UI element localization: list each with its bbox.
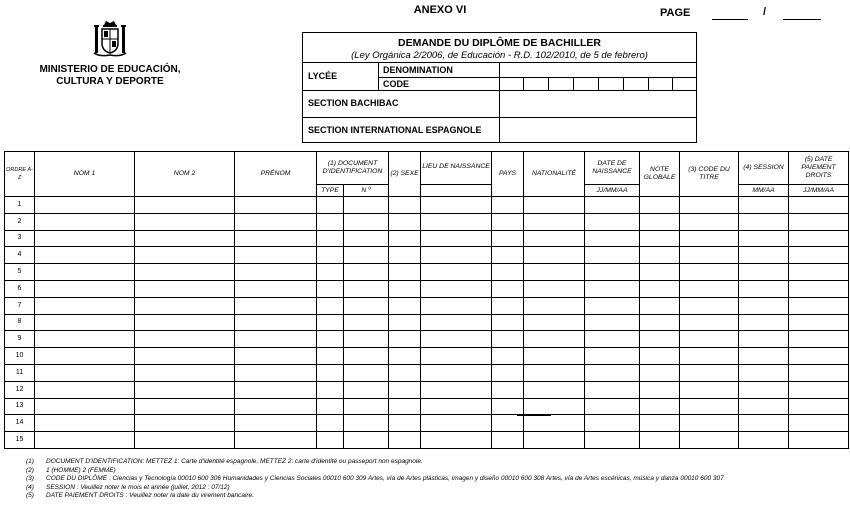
cell-sexe[interactable] (389, 230, 421, 247)
cell-code-titre[interactable] (680, 280, 739, 297)
cell-pays[interactable] (492, 398, 524, 415)
cell-lieu-naissance[interactable] (421, 432, 492, 449)
row-number: 8 (5, 314, 35, 331)
cell-doc-type[interactable] (317, 280, 344, 297)
cell-doc-type[interactable] (317, 364, 344, 381)
header-doc-type: TYPE (317, 185, 344, 197)
cell-session[interactable] (739, 280, 789, 297)
cell-doc-type[interactable] (317, 398, 344, 415)
cell-note-globale[interactable] (640, 381, 680, 398)
cell-nom1[interactable] (35, 381, 135, 398)
cell-nom1[interactable] (35, 264, 135, 281)
header-nom1: NOM 1 (35, 152, 135, 197)
cell-doc-numero[interactable] (344, 415, 389, 432)
ministry-line-1: MINISTERIO DE EDUCACIÓN, (39, 64, 181, 75)
cell-sexe[interactable] (389, 297, 421, 314)
cell-date-paiement[interactable] (789, 348, 849, 365)
header-sexe: (2) SEXE (389, 152, 421, 197)
row-number: 12 (5, 381, 35, 398)
table-row (5, 381, 849, 398)
cell-nom2[interactable] (135, 348, 235, 365)
cell-prenom[interactable] (235, 432, 317, 449)
cell-pays[interactable] (492, 264, 524, 281)
cell-note-globale[interactable] (640, 264, 680, 281)
cell-nationalite[interactable] (524, 398, 585, 415)
cell-prenom[interactable] (235, 314, 317, 331)
cell-note-globale[interactable] (640, 213, 680, 230)
cell-doc-numero[interactable] (344, 381, 389, 398)
header-nationalite: NATIONALITÉ (524, 152, 585, 197)
cell-session[interactable] (739, 331, 789, 348)
row-number: 7 (5, 297, 35, 314)
table-row (5, 264, 849, 281)
cell-doc-type[interactable] (317, 381, 344, 398)
footnote-number: (5) (26, 492, 34, 499)
cell-code-titre[interactable] (680, 264, 739, 281)
row-number: 4 (5, 247, 35, 264)
cell-date-paiement[interactable] (789, 297, 849, 314)
cell-note-globale[interactable] (640, 197, 680, 214)
cell-nom1[interactable] (35, 230, 135, 247)
cell-session[interactable] (739, 415, 789, 432)
header-lieu-sub (421, 185, 492, 197)
cell-note-globale[interactable] (640, 314, 680, 331)
students-table (4, 151, 849, 449)
row-number: 2 (5, 213, 35, 230)
cell-prenom[interactable] (235, 398, 317, 415)
footnote (26, 484, 826, 493)
cell-sexe[interactable] (389, 247, 421, 264)
footnote-text: CODE DU DIPLÔME : Ciencias y Tecnología 00010 600 306 Humanidades y Ciencias Sociales 00010 600 309 Artes, vía de Artes plásticas, imagen y diseño 00010 600 308 Artes, vía de Artes escénicas, música y danza 00010 600 307 (46, 475, 724, 482)
cell-nom1[interactable] (35, 213, 135, 230)
cell-nationalite[interactable] (524, 381, 585, 398)
cell-doc-numero[interactable] (344, 247, 389, 264)
cell-prenom[interactable] (235, 364, 317, 381)
footnote (26, 492, 826, 501)
cell-nom2[interactable] (135, 331, 235, 348)
denomination-label: DENOMINATION (383, 65, 453, 75)
row-number: 9 (5, 331, 35, 348)
cell-pays[interactable] (492, 197, 524, 214)
row-number: 10 (5, 348, 35, 365)
cell-code-titre[interactable] (680, 432, 739, 449)
cell-prenom[interactable] (235, 415, 317, 432)
footnote-text: DOCUMENT D'IDENTIFICATION: METTEZ 1: Carte d'identité espagnole. METTEZ 2: carte d'identité ou passeport non espagnole. (46, 458, 423, 465)
cell-code-titre[interactable] (680, 415, 739, 432)
row-number: 11 (5, 364, 35, 381)
cell-pays[interactable] (492, 247, 524, 264)
cell-date-naissance[interactable] (585, 280, 640, 297)
cell-doc-type[interactable] (317, 331, 344, 348)
code-label: CODE (383, 79, 410, 89)
cell-session[interactable] (739, 297, 789, 314)
footnote (26, 467, 826, 476)
cell-prenom[interactable] (235, 280, 317, 297)
row-number: 13 (5, 398, 35, 415)
cell-code-titre[interactable] (680, 197, 739, 214)
cell-date-paiement[interactable] (789, 398, 849, 415)
cell-doc-type[interactable] (317, 197, 344, 214)
cell-nom2[interactable] (135, 197, 235, 214)
cell-note-globale[interactable] (640, 432, 680, 449)
cell-nom1[interactable] (35, 197, 135, 214)
cell-date-naissance[interactable] (585, 432, 640, 449)
cell-date-naissance[interactable] (585, 348, 640, 365)
cell-date-naissance[interactable] (585, 398, 640, 415)
header-date-naissance-format: JJ/MM/AA (585, 185, 640, 197)
cell-date-naissance[interactable] (585, 381, 640, 398)
table-row (5, 213, 849, 230)
cell-note-globale[interactable] (640, 297, 680, 314)
cell-session[interactable] (739, 213, 789, 230)
cell-sexe[interactable] (389, 381, 421, 398)
cell-code-titre[interactable] (680, 247, 739, 264)
cell-nom1[interactable] (35, 331, 135, 348)
cell-nom2[interactable] (135, 398, 235, 415)
cell-doc-type[interactable] (317, 314, 344, 331)
header-session-format: MM/AA (739, 185, 789, 197)
cell-doc-numero[interactable] (344, 331, 389, 348)
cell-code-titre[interactable] (680, 381, 739, 398)
cell-date-paiement[interactable] (789, 213, 849, 230)
cell-date-paiement[interactable] (789, 331, 849, 348)
cell-lieu-naissance[interactable] (421, 364, 492, 381)
row-number: 5 (5, 264, 35, 281)
cell-nationalite[interactable] (524, 213, 585, 230)
cell-nom2[interactable] (135, 297, 235, 314)
cell-sexe[interactable] (389, 197, 421, 214)
ministry-line-2: CULTURA Y DEPORTE (56, 76, 164, 87)
cell-note-globale[interactable] (640, 415, 680, 432)
annex-title: ANEXO VI (413, 4, 467, 16)
footnote (26, 458, 826, 467)
cell-prenom[interactable] (235, 213, 317, 230)
cell-note-globale[interactable] (640, 331, 680, 348)
header-code-titre: (3) CODE DU TITRE (680, 152, 739, 197)
cell-sexe[interactable] (389, 415, 421, 432)
cell-date-paiement[interactable] (789, 230, 849, 247)
cell-doc-numero[interactable] (344, 432, 389, 449)
table-row (5, 230, 849, 247)
request-title: DEMANDE DU DIPLÔME DE BACHILLER (397, 37, 601, 49)
cell-prenom[interactable] (235, 230, 317, 247)
cell-doc-numero[interactable] (344, 314, 389, 331)
cell-date-paiement[interactable] (789, 247, 849, 264)
cell-date-paiement[interactable] (789, 364, 849, 381)
page-separator: / (763, 6, 767, 18)
cell-lieu-naissance[interactable] (421, 280, 492, 297)
cell-pays[interactable] (492, 297, 524, 314)
table-row (5, 280, 849, 297)
cell-prenom[interactable] (235, 247, 317, 264)
row-number: 1 (5, 197, 35, 214)
cell-date-paiement[interactable] (789, 432, 849, 449)
table-row (5, 415, 849, 432)
section-international-label: SECTION INTERNATIONAL ESPAGNOLE (308, 125, 482, 135)
cell-doc-type[interactable] (317, 213, 344, 230)
cell-nom2[interactable] (135, 381, 235, 398)
table-row (5, 364, 849, 381)
cell-note-globale[interactable] (640, 348, 680, 365)
lycee-label: LYCÉE (308, 71, 338, 81)
cell-pays[interactable] (492, 314, 524, 331)
cell-nationalite[interactable] (524, 348, 585, 365)
header-prenom: PRÉNOM (235, 152, 317, 197)
cell-prenom[interactable] (235, 331, 317, 348)
cell-nationalite[interactable] (524, 297, 585, 314)
cell-session[interactable] (739, 348, 789, 365)
page-total-field[interactable] (783, 19, 821, 20)
cell-nationalite[interactable] (524, 197, 585, 214)
cell-lieu-naissance[interactable] (421, 264, 492, 281)
cell-sexe[interactable] (389, 314, 421, 331)
cell-lieu-naissance[interactable] (421, 297, 492, 314)
cell-session[interactable] (739, 381, 789, 398)
cell-pays[interactable] (492, 364, 524, 381)
cell-session[interactable] (739, 398, 789, 415)
footnotes (26, 458, 826, 501)
row-number: 3 (5, 230, 35, 247)
cell-session[interactable] (739, 230, 789, 247)
cell-nom2[interactable] (135, 264, 235, 281)
cell-session[interactable] (739, 197, 789, 214)
cell-session[interactable] (739, 264, 789, 281)
cell-lieu-naissance[interactable] (421, 247, 492, 264)
cell-pays[interactable] (492, 331, 524, 348)
section-bachibac-field[interactable] (500, 91, 696, 117)
request-box (302, 32, 697, 143)
cell-code-titre[interactable] (680, 398, 739, 415)
row-number: 15 (5, 432, 35, 449)
header-document: (1) DOCUMENT D'IDENTIFICATION (317, 152, 389, 185)
header-ordre: ORDRE A-Z (5, 152, 35, 197)
cell-nationalite[interactable] (524, 264, 585, 281)
cell-lieu-naissance[interactable] (421, 415, 492, 432)
cell-lieu-naissance[interactable] (421, 348, 492, 365)
cell-date-naissance[interactable] (585, 230, 640, 247)
cell-code-titre[interactable] (680, 213, 739, 230)
cell-nom2[interactable] (135, 213, 235, 230)
table-row (5, 331, 849, 348)
footnote-text: DATE PAIEMENT DROITS : Veuillez noter la date du virement bancaire. (46, 492, 254, 499)
cell-sexe[interactable] (389, 348, 421, 365)
cell-date-paiement[interactable] (789, 314, 849, 331)
cell-note-globale[interactable] (640, 398, 680, 415)
cell-nationalite[interactable] (524, 415, 585, 432)
row-number: 6 (5, 280, 35, 297)
cell-doc-type[interactable] (317, 264, 344, 281)
page-label: PAGE (660, 7, 691, 19)
cell-lieu-naissance[interactable] (421, 381, 492, 398)
cell-prenom[interactable] (235, 297, 317, 314)
footnote (26, 475, 826, 484)
table-row (5, 398, 849, 415)
cell-nom1[interactable] (35, 314, 135, 331)
cell-lieu-naissance[interactable] (421, 230, 492, 247)
footnote-number: (1) (26, 458, 34, 465)
cell-nom2[interactable] (135, 314, 235, 331)
header-note-globale: NOTE GLOBALE (640, 152, 680, 197)
cell-code-titre[interactable] (680, 348, 739, 365)
cell-doc-numero[interactable] (344, 297, 389, 314)
cell-lieu-naissance[interactable] (421, 314, 492, 331)
cell-lieu-naissance[interactable] (421, 213, 492, 230)
cell-pays[interactable] (492, 230, 524, 247)
cell-date-paiement[interactable] (789, 264, 849, 281)
cell-nationalite[interactable] (524, 314, 585, 331)
cell-nom2[interactable] (135, 280, 235, 297)
cell-doc-numero[interactable] (344, 280, 389, 297)
page-number-field[interactable] (712, 19, 748, 20)
cell-pays[interactable] (492, 381, 524, 398)
table-row (5, 247, 849, 264)
cell-session[interactable] (739, 432, 789, 449)
cell-lieu-naissance[interactable] (421, 398, 492, 415)
cell-prenom[interactable] (235, 381, 317, 398)
footnote-text: SESSION : Veuillez noter le mois et année (juillet, 2012 : 07/12) (46, 483, 230, 491)
cell-date-naissance[interactable] (585, 213, 640, 230)
cell-date-naissance[interactable] (585, 331, 640, 348)
coat-of-arms-icon (92, 19, 128, 59)
cell-date-naissance[interactable] (585, 247, 640, 264)
cell-nom1[interactable] (35, 280, 135, 297)
denomination-field[interactable] (500, 63, 696, 77)
footnote-number: (2) (26, 466, 34, 474)
header-session: (4) SESSION (739, 152, 789, 185)
row-number: 14 (5, 415, 35, 432)
cell-code-titre[interactable] (680, 297, 739, 314)
cell-date-paiement[interactable] (789, 280, 849, 297)
cell-lieu-naissance[interactable] (421, 331, 492, 348)
cell-date-naissance[interactable] (585, 297, 640, 314)
cell-nationalite[interactable] (524, 364, 585, 381)
cell-nom1[interactable] (35, 415, 135, 432)
underline-mark (517, 415, 551, 416)
cell-nom1[interactable] (35, 247, 135, 264)
cell-nom2[interactable] (135, 230, 235, 247)
cell-date-naissance[interactable] (585, 364, 640, 381)
cell-nationalite[interactable] (524, 247, 585, 264)
cell-nationalite[interactable] (524, 230, 585, 247)
cell-doc-numero[interactable] (344, 230, 389, 247)
header-pays: PAYS (492, 152, 524, 197)
cell-prenom[interactable] (235, 264, 317, 281)
cell-sexe[interactable] (389, 264, 421, 281)
cell-doc-numero[interactable] (344, 197, 389, 214)
footnote-number: (4) (26, 483, 34, 491)
cell-doc-numero[interactable] (344, 213, 389, 230)
cell-note-globale[interactable] (640, 364, 680, 381)
cell-doc-type[interactable] (317, 415, 344, 432)
cell-doc-type[interactable] (317, 432, 344, 449)
header-date-paiement-format: JJ/MM/AA (789, 185, 849, 197)
cell-doc-type[interactable] (317, 230, 344, 247)
cell-session[interactable] (739, 314, 789, 331)
cell-pays[interactable] (492, 432, 524, 449)
cell-doc-numero[interactable] (344, 348, 389, 365)
cell-code-titre[interactable] (680, 331, 739, 348)
cell-pays[interactable] (492, 280, 524, 297)
cell-session[interactable] (739, 247, 789, 264)
cell-nom1[interactable] (35, 398, 135, 415)
cell-nationalite[interactable] (524, 331, 585, 348)
table-row (5, 314, 849, 331)
table-row (5, 432, 849, 449)
cell-nom2[interactable] (135, 247, 235, 264)
cell-date-naissance[interactable] (585, 415, 640, 432)
header-date-paiement: (5) DATE PAIEMENT DROITS (789, 152, 849, 185)
cell-prenom[interactable] (235, 197, 317, 214)
cell-pays[interactable] (492, 213, 524, 230)
table-row (5, 197, 849, 214)
header-date-naissance: DATE DE NAISSANCE (585, 152, 640, 185)
cell-nom1[interactable] (35, 348, 135, 365)
cell-sexe[interactable] (389, 364, 421, 381)
cell-lieu-naissance[interactable] (421, 197, 492, 214)
cell-date-naissance[interactable] (585, 197, 640, 214)
cell-nationalite[interactable] (524, 432, 585, 449)
ministry-name (20, 64, 200, 88)
request-subtitle: (Ley Orgánica 2/2006, de Educación - R.D. 102/2010, de 5 de febrero) (351, 50, 648, 61)
cell-date-naissance[interactable] (585, 314, 640, 331)
cell-sexe[interactable] (389, 213, 421, 230)
cell-doc-type[interactable] (317, 348, 344, 365)
code-field[interactable] (500, 78, 696, 90)
cell-nom2[interactable] (135, 415, 235, 432)
footnote-text: 1 (HOMME) 2 (FEMME) (46, 466, 116, 474)
footnote-number: (3) (26, 475, 34, 482)
cell-note-globale[interactable] (640, 247, 680, 264)
cell-nom1[interactable] (35, 297, 135, 314)
cell-pays[interactable] (492, 415, 524, 432)
cell-prenom[interactable] (235, 348, 317, 365)
header-lieu-naissance: LIEU DE NAISSANCE (421, 152, 492, 185)
cell-date-paiement[interactable] (789, 415, 849, 432)
cell-nom1[interactable] (35, 432, 135, 449)
cell-sexe[interactable] (389, 432, 421, 449)
table-row (5, 297, 849, 314)
cell-note-globale[interactable] (640, 280, 680, 297)
cell-note-globale[interactable] (640, 230, 680, 247)
cell-code-titre[interactable] (680, 230, 739, 247)
cell-pays[interactable] (492, 348, 524, 365)
cell-session[interactable] (739, 364, 789, 381)
table-row (5, 348, 849, 365)
cell-date-paiement[interactable] (789, 381, 849, 398)
cell-code-titre[interactable] (680, 364, 739, 381)
header-doc-numero: N º (344, 185, 389, 197)
cell-doc-numero[interactable] (344, 264, 389, 281)
cell-code-titre[interactable] (680, 314, 739, 331)
cell-doc-numero[interactable] (344, 364, 389, 381)
section-international-field[interactable] (500, 118, 696, 142)
cell-nom2[interactable] (135, 432, 235, 449)
cell-date-paiement[interactable] (789, 197, 849, 214)
cell-doc-type[interactable] (317, 297, 344, 314)
cell-nom2[interactable] (135, 364, 235, 381)
header-nom2: NOM 2 (135, 152, 235, 197)
section-bachibac-label: SECTION BACHIBAC (308, 98, 399, 108)
cell-doc-type[interactable] (317, 247, 344, 264)
cell-doc-numero[interactable] (344, 398, 389, 415)
cell-nom1[interactable] (35, 364, 135, 381)
cell-sexe[interactable] (389, 398, 421, 415)
cell-sexe[interactable] (389, 331, 421, 348)
cell-sexe[interactable] (389, 280, 421, 297)
cell-date-naissance[interactable] (585, 264, 640, 281)
cell-nationalite[interactable] (524, 280, 585, 297)
